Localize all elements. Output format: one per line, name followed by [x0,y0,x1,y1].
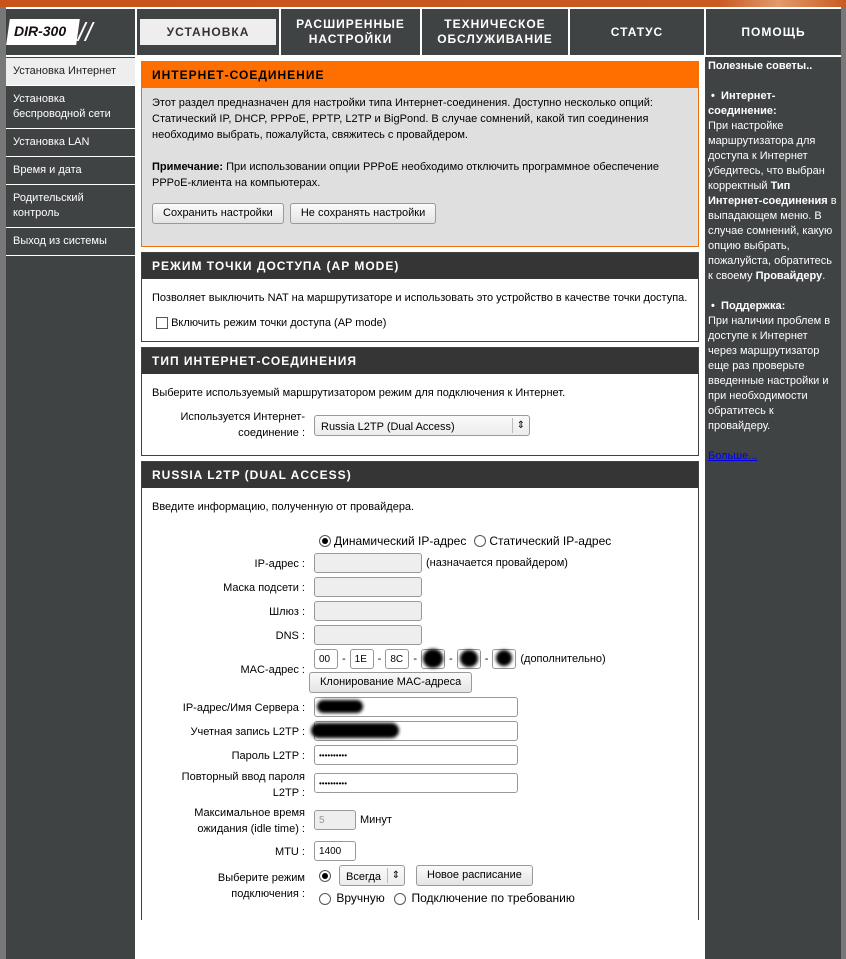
new-schedule-button[interactable]: Новое расписание [416,865,533,886]
ip-address-label: IP-адрес : [254,558,305,570]
internet-connection-section [141,61,699,247]
tab-advanced[interactable]: РАСШИРЕННЫЕ НАСТРОЙКИ [281,9,420,55]
main-content [141,61,699,925]
mtu-label: MTU : [275,846,305,858]
section-description: Этот раздел предназначен для настройки типа Интернет-соединения. Доступно несколько опций: Статический IP, DHCP, PPPoE, PPTP, L2TP и BigPond. В случае сомнений, какой тип соединения необходимо выбрать, пожалуйста, свяжитесь с провайдером. [152,97,653,141]
sidebar-item-lan-setup[interactable]: Установка LAN [6,129,135,157]
mac-octet-2[interactable]: 1E [350,649,374,669]
dns-input[interactable] [314,625,422,645]
ip-address-input[interactable] [314,553,422,573]
mode-manual-radio[interactable] [319,893,331,905]
connection-type-label: Используется Интернет-соединение : [180,411,305,439]
server-input[interactable] [314,697,518,717]
server-label: IP-адрес/Имя Сервера : [182,702,305,714]
mac-octet-1[interactable]: 00 [314,649,338,669]
sidebar-item-time-date[interactable]: Время и дата [6,157,135,185]
help-panel [705,57,841,959]
logo-slashes-icon: // [78,17,93,47]
section-description: Выберите используемый маршрутизатором режим для подключения к Интернет. [152,387,566,399]
tab-help[interactable]: ПОМОЩЬ [706,9,841,55]
repassword-label: Повторный ввод пароля L2TP : [181,771,305,799]
frame-right [841,7,846,959]
account-input[interactable] [314,721,518,741]
subnet-mask-input[interactable] [314,577,422,597]
sidebar-item-parental-control[interactable]: Родительский контроль [6,185,135,228]
password-label: Пароль L2TP : [231,750,305,762]
logo-text: DIR-300 [14,23,67,39]
section-title: RUSSIA L2TP (DUAL ACCESS) [142,462,698,488]
l2tp-section: RUSSIA L2TP (DUAL ACCESS) Введите информацию, полученную от провайдера. Динамический IP-адрес Статический IP-адрес IP-адрес : (назначается провайдером) Маска подсети : Шлюз : DNS : MAC-адрес : 00 - 1E - 8C - - - (дополнительно) Клонирование MAC-адреса IP-адрес/Имя Сервера : Учетная запись L2TP : Пароль L2TP : •••••••••• Повторный ввод пароля L2TP : •••••••••• Максимальное время ожидания (idle time) : 5 Минут MTU : 1400 Выберите режим подключения : Всегда ⇕ Новое расписание Вручную Подключение по требованию [141,461,699,920]
subnet-mask-label: Маска подсети : [223,582,305,594]
section-description: Введите информацию, полученную от провайдера. [152,501,415,513]
mac-octet-4[interactable] [421,649,445,669]
select-arrows-icon: ⇕ [387,868,404,883]
save-settings-button[interactable]: Сохранить настройки [152,203,284,224]
mac-octet-3[interactable]: 8C [385,649,409,669]
select-arrows-icon: ⇕ [512,418,529,433]
section-title: ТИП ИНТЕРНЕТ-СОЕДИНЕНИЯ [142,348,698,374]
dynamic-ip-label: Динамический IP-адрес [334,534,467,548]
ap-mode-checkbox-label: Включить режим точки доступа (AP mode) [171,317,387,329]
sidebar-item-wireless-setup[interactable]: Установка беспроводной сети [6,86,135,129]
idle-time-input[interactable]: 5 [314,810,356,830]
more-link[interactable]: Больше... [708,450,758,462]
tab-maintenance[interactable]: ТЕХНИЧЕСКОЕ ОБСЛУЖИВАНИЕ [422,9,568,55]
idle-time-unit: Минут [360,814,392,826]
logo [6,9,135,55]
sidebar-item-logout[interactable]: Выход из системы [6,228,135,256]
note: Примечание: При использовании опции PPPoE необходимо отключить программное обеспечение PPPoE-клиента на компьютерах. [152,161,660,189]
mode-always-radio[interactable] [319,870,331,882]
connection-mode-label: Выберите режим подключения : [217,872,305,900]
schedule-select[interactable]: Всегда ⇕ [339,865,405,886]
tab-status[interactable]: СТАТУС [570,9,704,55]
static-ip-label: Статический IP-адрес [489,534,612,548]
dont-save-settings-button[interactable]: Не сохранять настройки [290,203,436,224]
mac-octet-6[interactable] [492,649,516,669]
section-title: РЕЖИМ ТОЧКИ ДОСТУПА (AP MODE) [142,253,698,279]
password-input[interactable]: •••••••••• [314,745,518,765]
top-banner [0,0,846,7]
tip-support: • Поддержка: При наличии проблем в доступе к Интернет через маршрутизатор еще раз проверьте введенные настройки и при необходимости обратитесь к провайдеру. [708,300,831,432]
ip-note: (назначается провайдером) [426,557,568,569]
dns-label: DNS : [275,630,305,642]
ap-mode-section [141,252,699,342]
clone-mac-button[interactable]: Клонирование MAC-адреса [309,672,472,693]
mtu-input[interactable]: 1400 [314,841,356,861]
gateway-input[interactable] [314,601,422,621]
help-title: Полезные советы.. [708,60,813,72]
header [6,9,841,55]
mac-octet-5[interactable] [457,649,481,669]
gateway-label: Шлюз : [269,606,305,618]
mode-ondemand-label: Подключение по требованию [411,891,575,905]
dynamic-ip-radio[interactable] [319,535,331,547]
sidebar-item-internet-setup[interactable]: Установка Интернет [6,58,135,86]
section-title: ИНТЕРНЕТ-СОЕДИНЕНИЕ [142,62,698,88]
repassword-input[interactable]: •••••••••• [314,773,518,793]
tip-internet: • Интернет-соединение: При настройке маршрутизатора для доступа к Интернет убедитесь, что выбран корректный Тип Интернет-соединения в выпадающем меню. В случае сомнений, какую опцию выбрать, пожалуйста, обратитесь к своему Провайдеру. [708,90,837,282]
connection-type-select[interactable]: Russia L2TP (Dual Access) ⇕ [314,415,530,436]
mac-address-label: MAC-адрес : [240,664,305,676]
ap-mode-checkbox[interactable] [156,317,168,329]
idle-time-label: Максимальное время ожидания (idle time) : [194,807,305,835]
mode-manual-label: Вручную [336,891,385,905]
tab-setup[interactable]: УСТАНОВКА [137,9,279,55]
account-label: Учетная запись L2TP : [190,726,305,738]
mac-note: (дополнительно) [520,653,606,665]
sidebar [6,57,135,959]
connection-type-section [141,347,699,456]
mode-ondemand-radio[interactable] [394,893,406,905]
section-description: Позволяет выключить NAT на маршрутизаторе и использовать это устройство в качестве точки доступа. [152,292,688,304]
static-ip-radio[interactable] [474,535,486,547]
